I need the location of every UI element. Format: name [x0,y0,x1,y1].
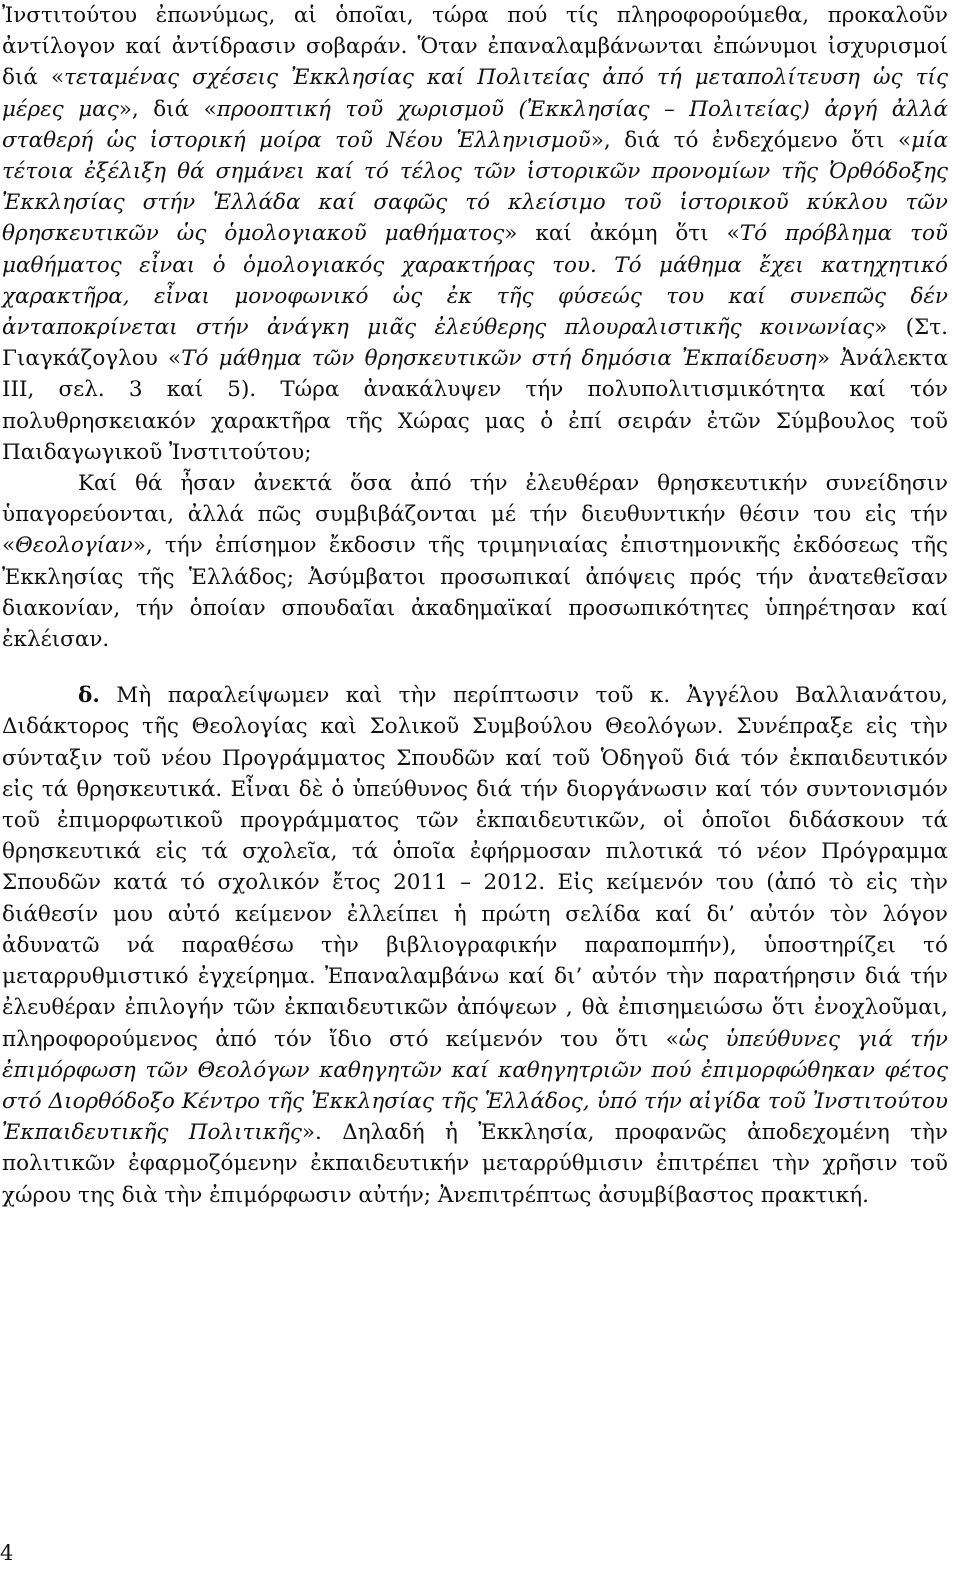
text-run: δ. [78,683,100,709]
text-run: Τό μάθημα τῶν θρησκευτικῶν στή δημόσια Ἐκπαίδευση [181,346,817,372]
text-run: » Ἀνάλεκτα ΙΙΙ, σελ. 3 καί 5). Τώρα ἀνακάλυψεν τήν πολυπολιτισμικότητα καί τόν πολυθρησκειακόν χαρακτῆρα τῆς Χώρας μας ὁ ἐπί σειράν ἐτῶν Σύμβουλος τοῦ Παιδαγωγικοῦ Ἰνστιτούτου; [2,346,948,465]
text-run: Μὴ παραλείψωμεν καὶ τὴν περίπτωσιν τοῦ κ. Ἀγγέλου Βαλλιανάτου, Διδάκτορος τῆς Θεολογίας καὶ Σολικοῦ Συμβούλου Θεολόγων. Συνέπραξε εἰς τὴν σύνταξιν τοῦ νέου Προγράμματος Σπουδῶν καί τοῦ Ὁδηγοῦ διά τόν ἐκπαιδευτικόν εἰς τά θρησκευτικά. Εἶναι δὲ ὁ ὑπεύθυνος διά τήν διοργάνωσιν καί τόν συντονισμόν τοῦ ἐπιμορφωτικοῦ προγράμματος τῶν ἐκπαιδευτικῶν, οἱ ὁποῖοι διδάσκουν τά θρησκευτικά εἰς τά σχολεῖα, τά ὁποῖα ἐφήρμοσαν πιλοτικά τό νέον Πρόγραμμα Σπουδῶν κατά τό σχολικόν ἔτος 2011 – 2012. Εἰς κείμενόν του (ἀπό τὸ εἰς τὴν διάθεσίν μου αὐτό κείμενον ἐλλείπει ἡ πρώτη σελίδα καί δι’ αὐτόν τὸν λόγον ἀδυνατῶ νά παραθέσω τὴν βιβλιογραφικήν παραπομπήν), ὑποστηρίζει τό μεταρρυθμιστικό ἐγχείρημα. Ἐπαναλαμβάνω καί δι’ αὐτόν τὴν παρατήρησιν διά τήν ἐλευθέραν ἐπιλογήν τῶν ἐκπαιδευτικῶν ἀπόψεων , θὰ ἐπισημειώσω ὅτι ἐνοχλοῦμαι, πληροφορούμενος ἀπό τόν ἴδιο στό κείμενόν του ὅτι « [2,683,948,1052]
text-run: », διά « [118,96,217,122]
text-run: μία τέτοια ἐξέλιξη θά σημάνει καί τό τέλος τῶν ἱστορικῶν προνομίων τῆς Ὀρθόδοξης Ἐκκλησίας στήν Ἑλλάδα καί σαφῶς τό κλείσιμο τοῦ ἱστορικοῦ κύκλου τῶν θρησκευτικῶν ὡς ὁμολογιακοῦ μαθήματος [2,127,949,247]
paragraph-1 [2,0,948,468]
text-run: Καί θά ἦσαν ἀνεκτά ὅσα ἀπό τήν ἐλευθέραν θρησκευτικήν συνείδησιν ὑπαγορεύονται, ἀλλά πῶς συμβιβάζονται μέ τήν διευθυντικήν θέσιν του εἰς τήν « [2,471,948,559]
text-run: ». Δηλαδή ἡ Ἐκκλησία, προφανῶς ἀποδεχομένη τὴν πολιτικῶν ἐφαρμοζόμενην ἐκπαιδευτικήν μεταρρύθμισιν ἐπιτρέπει τὴν χρῆσιν τοῦ χώρου της διὰ τὴν ἐπιμόρφωσιν αὐτήν; Ἀνεπιτρέπτως ἀσυμβίβαστος πρακτική. [2,1120,948,1208]
text-run: τεταμένας σχέσεις Ἐκκλησίας καί Πολιτείας ἀπό τή μεταπολίτευση ὡς τίς μέρες μας [2,65,948,122]
text-run: ὡς ὑπεύθυνες γιά τήν ἐπιμόρφωση τῶν Θεολόγων καθηγητῶν καί καθηγητριῶν πού ἐπιμορφώθηκαν φέτος στό Διορθόδοξο Κέντρο τῆς Ἐκκλησίας τῆς Ἑλλάδος, ὑπό τήν αἰγίδα τοῦ Ἰνστιτούτου Ἐκπαιδευτικῆς Πολιτικῆς [2,1026,948,1146]
text-run: », διά τό ἐνδεχόμενο ὅτι « [590,127,912,153]
paragraph-2 [2,468,948,655]
page-number: 4 [0,1541,14,1565]
text-run: προοπτική τοῦ χωρισμοῦ (Ἐκκλησίας – Πολιτείας) ἀργή ἀλλά σταθερή ὡς ἱστορική μοίρα τοῦ Νέου Ἑλληνισμοῦ [2,96,948,153]
body-text [2,0,948,1211]
text-run: » (Στ. Γιαγκάζογλου « [2,315,948,372]
text-run: Θεολογίαν [15,533,133,559]
paragraph-3 [2,680,948,1210]
text-run: Ἰνστιτούτου ἐπωνύμως, αἱ ὁποῖαι, τώρα πού τίς πληροφορούμεθα, προκαλοῦν ἀντίλογον καί ἀντίδρασιν σοβαράν. Ὅταν ἐπαναλαμβάνωνται ἐπώνυμοι ἰσχυρισμοί διά « [2,3,948,91]
text-run: Τό πρόβλημα τοῦ μαθήματος εἶναι ὁ ὁμολογιακός χαρακτήρας του. Τό μάθημα ἔχει κατηχητικό χαρακτῆρα, εἶναι μονοφωνικό ὡς ἐκ τῆς φύσεώς του καί συνεπῶς δέν ἀνταποκρίνεται στήν ἀνάγκη μιᾶς ἐλεύθερης πλουραλιστικῆς κοινωνίας [2,221,948,341]
text-run: » καί ἀκόμη ὅτι « [504,221,740,247]
text-run: », τήν ἐπίσημον ἔκδοσιν τῆς τριμηνιαίας ἐπιστημονικῆς ἐκδόσεως τῆς Ἐκκλησίας τῆς Ἑλλάδος; Ἀσύμβατοι προσωπικαί ἀπόψεις πρός τήν ἀνατεθεῖσαν διακονίαν, τήν ὁποίαν σπουδαῖαι ἀκαδημαϊκαί προσωπικότητες ὑπηρέτησαν καί ἐκλέισαν. [2,533,948,653]
